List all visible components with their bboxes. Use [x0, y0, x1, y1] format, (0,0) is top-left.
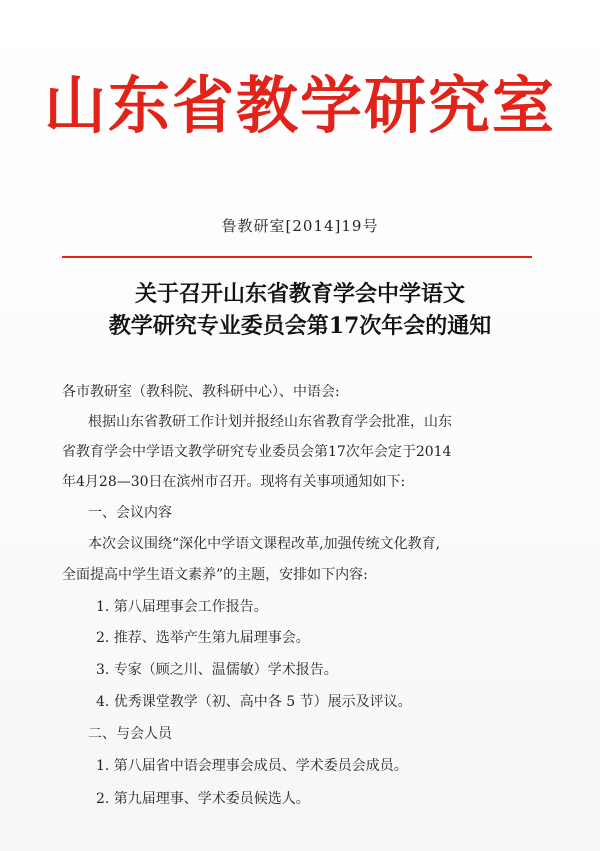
list-item: 2. 第九届理事、学术委员候选人。 — [96, 791, 310, 807]
list-item: 1. 第八届理事会工作报告。 — [96, 599, 268, 615]
document-number: 鲁教研室[2014]19号 — [221, 217, 379, 235]
paragraph-line: 年4月28—30日在滨州市召开。现将有关事项通知如下: — [62, 474, 406, 490]
list-item: 2. 推荐、选举产生第九届理事会。 — [96, 630, 310, 646]
paragraph-line: 本次会议围绕“深化中学语文课程改革,加强传统文化教育, — [88, 536, 441, 552]
section-heading: 二、与会人员 — [88, 726, 172, 742]
list-item: 4. 优秀课堂教学（初、高中各 5 节）展示及评议。 — [96, 694, 412, 710]
list-item: 3. 专家（顾之川、温儒敏）学术报告。 — [96, 662, 338, 678]
notice-title-line-2: 教学研究专业委员会第17次年会的通知 — [108, 313, 492, 339]
issuing-office-title: 山东省教学研究室 — [43, 69, 556, 142]
red-divider-line — [62, 256, 532, 258]
list-item: 1. 第八届省中语会理事会成员、学术委员会成员。 — [96, 758, 408, 774]
notice-title-line-1: 关于召开山东省教育学会中学语文 — [134, 281, 465, 307]
paragraph-line: 根据山东省教研工作计划并报经山东省教育学会批准，山东 — [88, 414, 452, 430]
section-heading: 一、会议内容 — [88, 505, 172, 521]
notice-title — [0, 278, 600, 342]
salutation: 各市教研室（教科院、教科研中心）、中语会: — [62, 384, 340, 400]
paragraph-line: 全面提高中学生语文素养”的主题，安排如下内容: — [62, 567, 368, 583]
paragraph-line: 省教育学会中学语文教学研究专业委员会第17次年会定于2014 — [62, 444, 452, 460]
